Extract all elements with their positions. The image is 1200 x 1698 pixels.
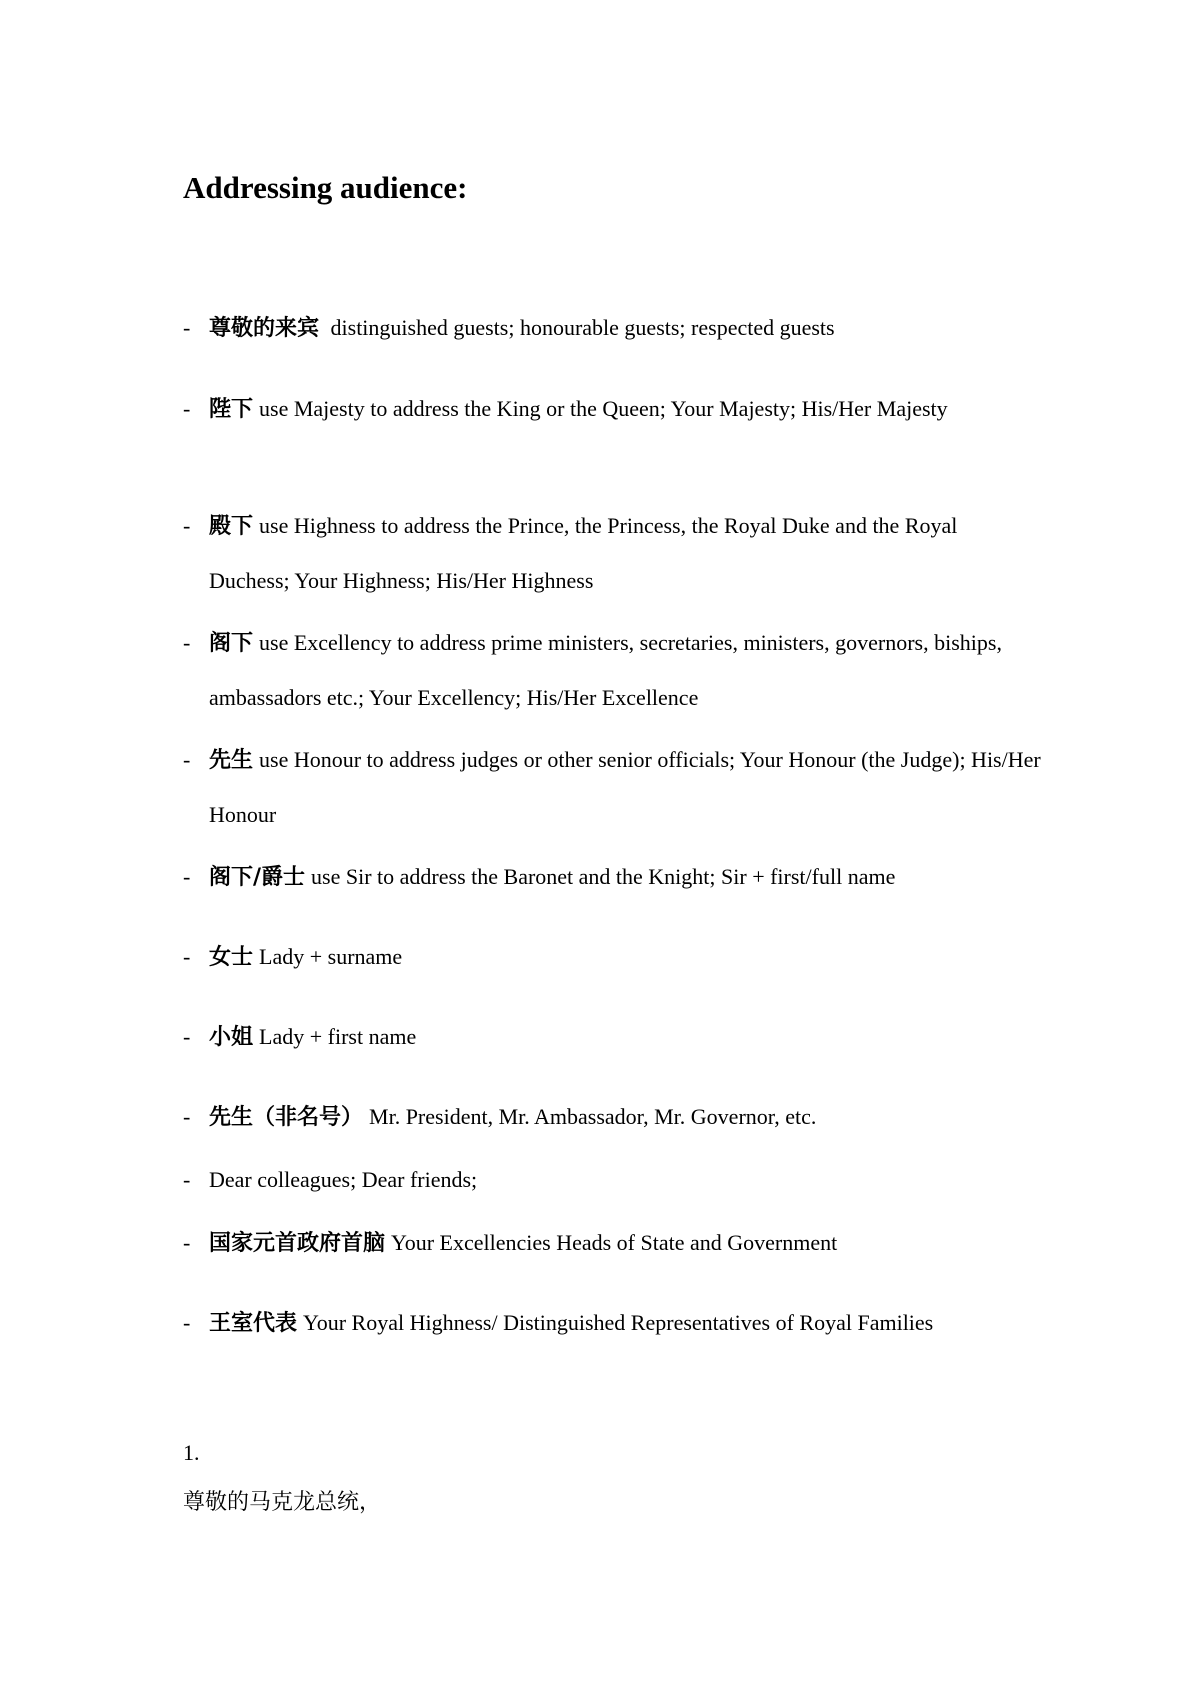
- list-item-mr-title: [183, 1090, 1043, 1145]
- list-dash: -: [183, 1230, 191, 1255]
- list-item-english-text: Mr. President, Mr. Ambassador, Mr. Governor, etc.: [369, 1104, 817, 1129]
- list-item-english-text: use Excellency to address prime ministers, secretaries, ministers, governors, biships, ambassadors etc.; Your Excellency; His/Her Excellence: [209, 630, 1002, 710]
- list-item-chinese-term: 阁下/爵士: [209, 865, 306, 890]
- list-item-heads-of-state: [183, 1216, 1043, 1271]
- list-item-chinese-term: 小姐: [209, 1025, 254, 1050]
- list-item-english-text: use Highness to address the Prince, the Princess, the Royal Duke and the Royal Duchess; Your Highness; His/Her Highness: [209, 513, 958, 593]
- list-item-english-text: distinguished guests; honourable guests; respected guests: [325, 315, 835, 340]
- list-item-english-text: Your Excellencies Heads of State and Government: [391, 1230, 838, 1255]
- list-dash: -: [183, 1310, 191, 1335]
- list-item-chinese-term: 王室代表: [209, 1311, 298, 1336]
- list-item-distinguished-guests: [183, 301, 1043, 356]
- list-item-dear-colleagues: [183, 1153, 1043, 1207]
- list-item-english-text: Lady + surname: [259, 944, 403, 969]
- list-item-highness: [183, 499, 1043, 608]
- list-item-majesty: [183, 382, 1043, 437]
- list-dash: -: [183, 1024, 191, 1049]
- list-item-lady-surname: [183, 930, 1043, 985]
- list-item-chinese-term: 女士: [209, 945, 254, 970]
- list-item-royal-families: [183, 1296, 1043, 1351]
- list-dash: -: [183, 944, 191, 969]
- list-item-chinese-term: 国家元首政府首脑: [209, 1231, 386, 1256]
- list-item-english-text: use Sir to address the Baronet and the Knight; Sir + first/full name: [311, 864, 896, 889]
- list-item-chinese-term: 陛下: [209, 397, 254, 422]
- list-dash: -: [183, 1167, 191, 1192]
- list-item-chinese-term: 殿下: [209, 514, 254, 539]
- list-item-english-text: use Majesty to address the King or the Queen; Your Majesty; His/Her Majesty: [259, 396, 948, 421]
- closing-line: 尊敬的马克龙总统，: [183, 1490, 382, 1515]
- list-dash: -: [183, 513, 191, 538]
- page-heading: Addressing audience:: [183, 170, 468, 205]
- list-item-english-text: Dear colleagues; Dear friends;: [209, 1167, 478, 1192]
- list-item-english-text: use Honour to address judges or other senior officials; Your Honour (the Judge); His/Her Honour: [209, 747, 1041, 827]
- list-item-excellency: [183, 616, 1043, 725]
- list-dash: -: [183, 864, 191, 889]
- list-item-english-text: Lady + first name: [259, 1024, 417, 1049]
- list-dash: -: [183, 630, 191, 655]
- list-item-english-text: Your Royal Highness/ Distinguished Representatives of Royal Families: [303, 1310, 934, 1335]
- list-dash: -: [183, 315, 191, 340]
- list-item-sir: [183, 850, 1043, 905]
- list-dash: -: [183, 396, 191, 421]
- list-item-chinese-term: 阁下: [209, 631, 254, 656]
- section-number: 1.: [183, 1440, 200, 1465]
- list-item-lady-first-name: [183, 1010, 1043, 1065]
- list-dash: -: [183, 747, 191, 772]
- list-dash: -: [183, 1104, 191, 1129]
- list-item-chinese-term: 先生: [209, 748, 254, 773]
- list-item-chinese-term: 尊敬的来宾: [209, 316, 320, 341]
- list-item-chinese-term: 先生（非名号）: [209, 1105, 364, 1130]
- list-item-honour: [183, 733, 1043, 842]
